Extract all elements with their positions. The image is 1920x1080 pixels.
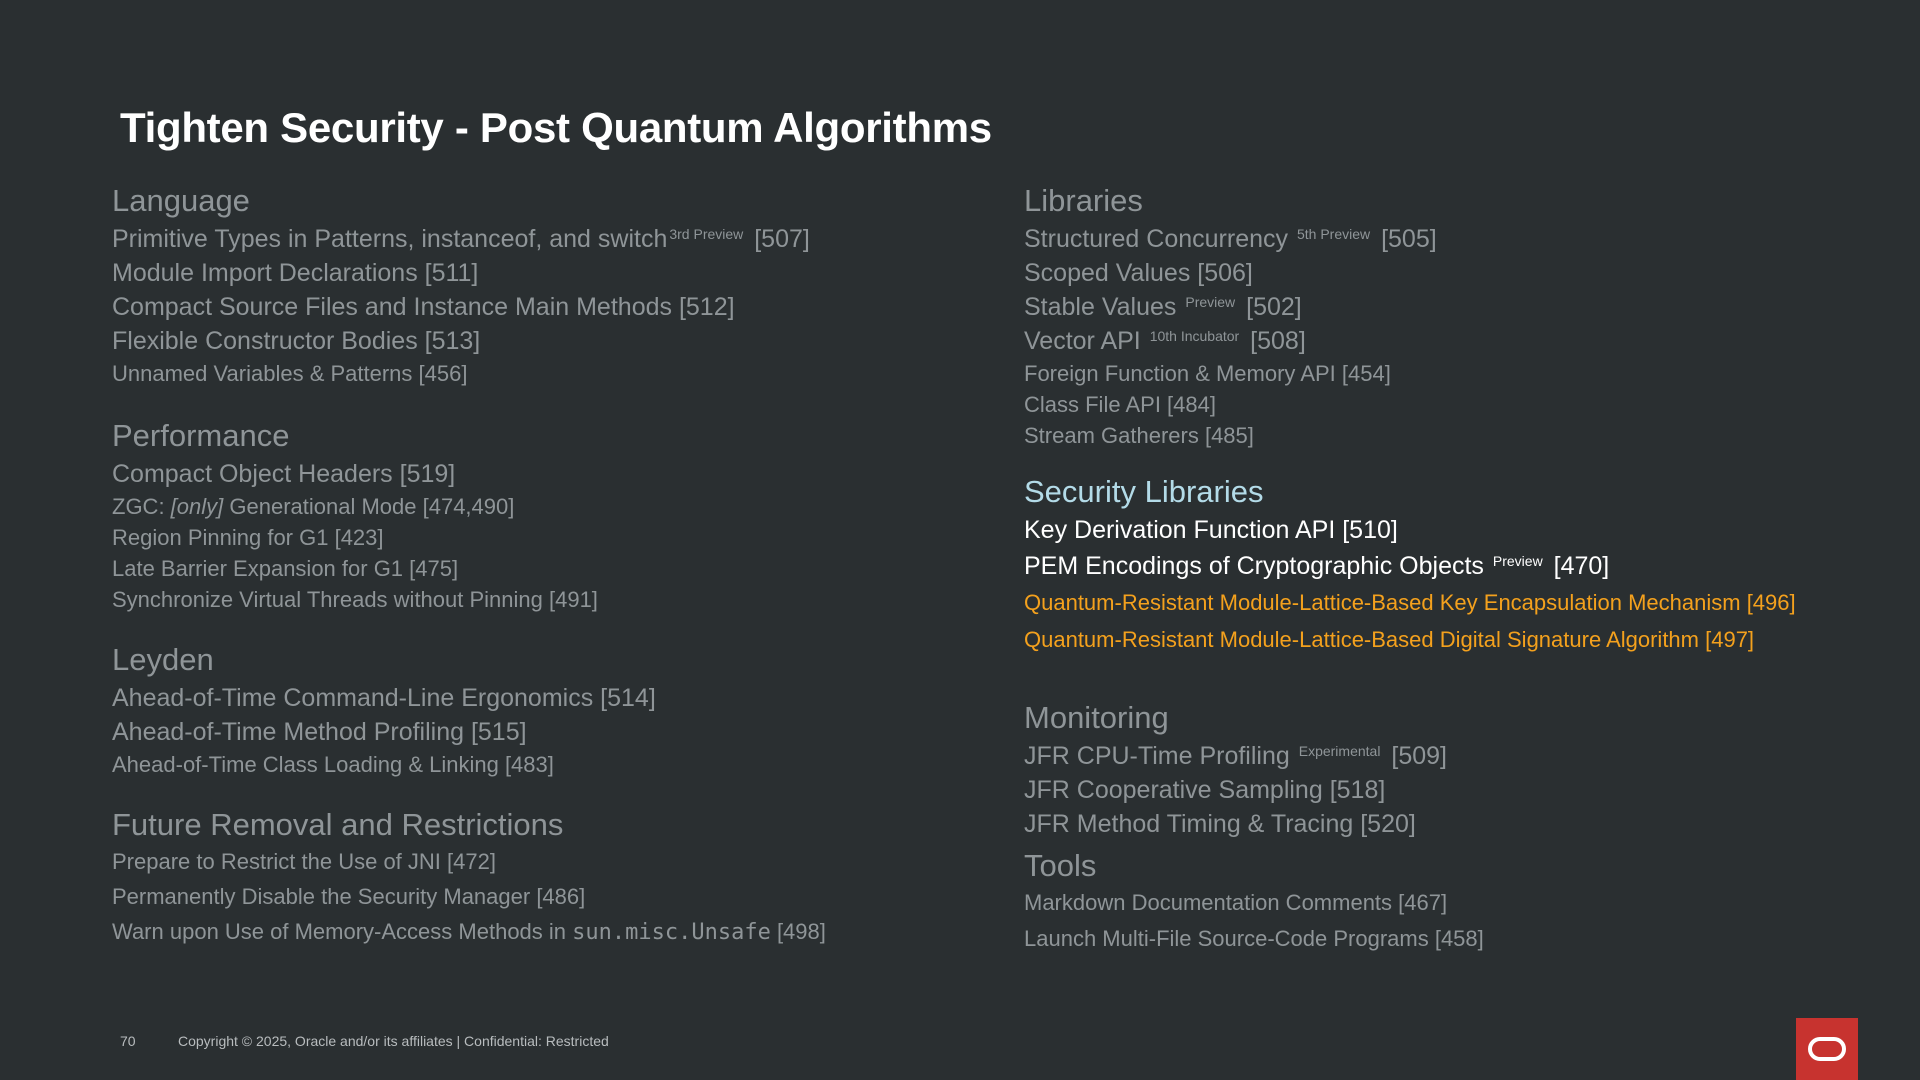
list-item: JFR CPU-Time Profiling $^{Experimental}$ [509]	[1024, 742, 1447, 770]
release-tag: 10th Incubator	[1149, 328, 1240, 344]
list-item: Flexible Constructor Bodies [513]	[112, 327, 481, 355]
section-leyden	[112, 639, 992, 780]
list-item: Ahead-of-Time Method Profiling [515]	[112, 718, 527, 746]
section-tools	[1024, 845, 1844, 954]
list-item: Region Pinning for G1 [423]	[112, 525, 384, 550]
left-column	[112, 180, 992, 948]
section-future-removal	[112, 804, 992, 948]
list-item: Launch Multi-File Source-Code Programs [458]	[1024, 926, 1484, 951]
section-monitoring	[1024, 697, 1844, 841]
release-tag: Preview	[1492, 553, 1543, 569]
list-item: Structured Concurrency $^{5th Preview}$ [505]	[1024, 225, 1437, 253]
copyright-notice: Copyright © 2025, Oracle and/or its affiliates | Confidential: Restricted	[178, 1033, 609, 1049]
section-heading-performance: Performance	[112, 418, 290, 453]
list-item: Unnamed Variables & Patterns [456]	[112, 361, 468, 386]
list-item: Stream Gatherers [485]	[1024, 423, 1254, 448]
slide-title: Tighten Security - Post Quantum Algorithms	[120, 104, 992, 151]
section-heading-monitoring: Monitoring	[1024, 700, 1169, 735]
list-item: Late Barrier Expansion for G1 [475]	[112, 556, 459, 581]
footer	[120, 1033, 609, 1049]
section-heading-security-libraries: Security Libraries	[1024, 474, 1264, 509]
release-tag: Preview	[1185, 294, 1236, 310]
section-language	[112, 180, 992, 389]
list-item: ZGC: [only] Generational Mode [474,490]	[112, 494, 515, 519]
release-tag: 3rd Preview	[669, 226, 744, 242]
section-performance	[112, 415, 992, 615]
list-item: Ahead-of-Time Command-Line Ergonomics [514]	[112, 684, 656, 712]
section-libraries	[1024, 180, 1844, 451]
list-item: JFR Method Timing & Tracing [520]	[1024, 810, 1416, 838]
list-item: Class File API [484]	[1024, 392, 1216, 417]
list-item: Permanently Disable the Security Manager [486]	[112, 884, 586, 909]
list-item: Synchronize Virtual Threads without Pinning [491]	[112, 587, 598, 612]
list-item: Compact Object Headers [519]	[112, 460, 456, 488]
list-item: Foreign Function & Memory API [454]	[1024, 361, 1391, 386]
list-item: Module Import Declarations [511]	[112, 259, 479, 287]
section-heading-leyden: Leyden	[112, 642, 214, 677]
list-item: Ahead-of-Time Class Loading & Linking [483]	[112, 752, 554, 777]
list-item: PEM Encodings of Cryptographic Objects $^{Preview}$ [470]	[1024, 552, 1610, 580]
right-column	[1024, 180, 1844, 954]
list-item: Key Derivation Function API [510]	[1024, 516, 1398, 544]
list-item-highlighted: Quantum-Resistant Module-Lattice-Based Digital Signature Algorithm [497]	[1024, 627, 1755, 652]
oracle-logo-icon	[1796, 1018, 1858, 1080]
list-item: Vector API $^{10th Incubator}$ [508]	[1024, 327, 1306, 355]
list-item: Compact Source Files and Instance Main Methods [512]	[112, 293, 735, 321]
section-heading-tools: Tools	[1024, 848, 1097, 883]
list-item-highlighted: Quantum-Resistant Module-Lattice-Based Key Encapsulation Mechanism [496]	[1024, 590, 1796, 615]
release-tag: 5th Preview	[1296, 226, 1371, 242]
page-number: 70	[120, 1033, 136, 1049]
list-item: Warn upon Use of Memory-Access Methods in sun.misc.Unsafe [498]	[112, 919, 826, 945]
section-security-libraries	[1024, 471, 1844, 655]
release-tag: Experimental	[1298, 743, 1381, 759]
list-item: Primitive Types in Patterns, instanceof, and switch $^{3rd Preview}$ [507]	[112, 225, 810, 253]
list-item: Stable Values $^{Preview}$ [502]	[1024, 293, 1302, 321]
section-heading-future-removal: Future Removal and Restrictions	[112, 807, 564, 842]
list-item: JFR Cooperative Sampling [518]	[1024, 776, 1386, 804]
section-heading-language: Language	[112, 183, 250, 218]
list-item: Scoped Values [506]	[1024, 259, 1253, 287]
section-heading-libraries: Libraries	[1024, 183, 1143, 218]
list-item: Markdown Documentation Comments [467]	[1024, 890, 1448, 915]
list-item: Prepare to Restrict the Use of JNI [472]	[112, 849, 496, 874]
